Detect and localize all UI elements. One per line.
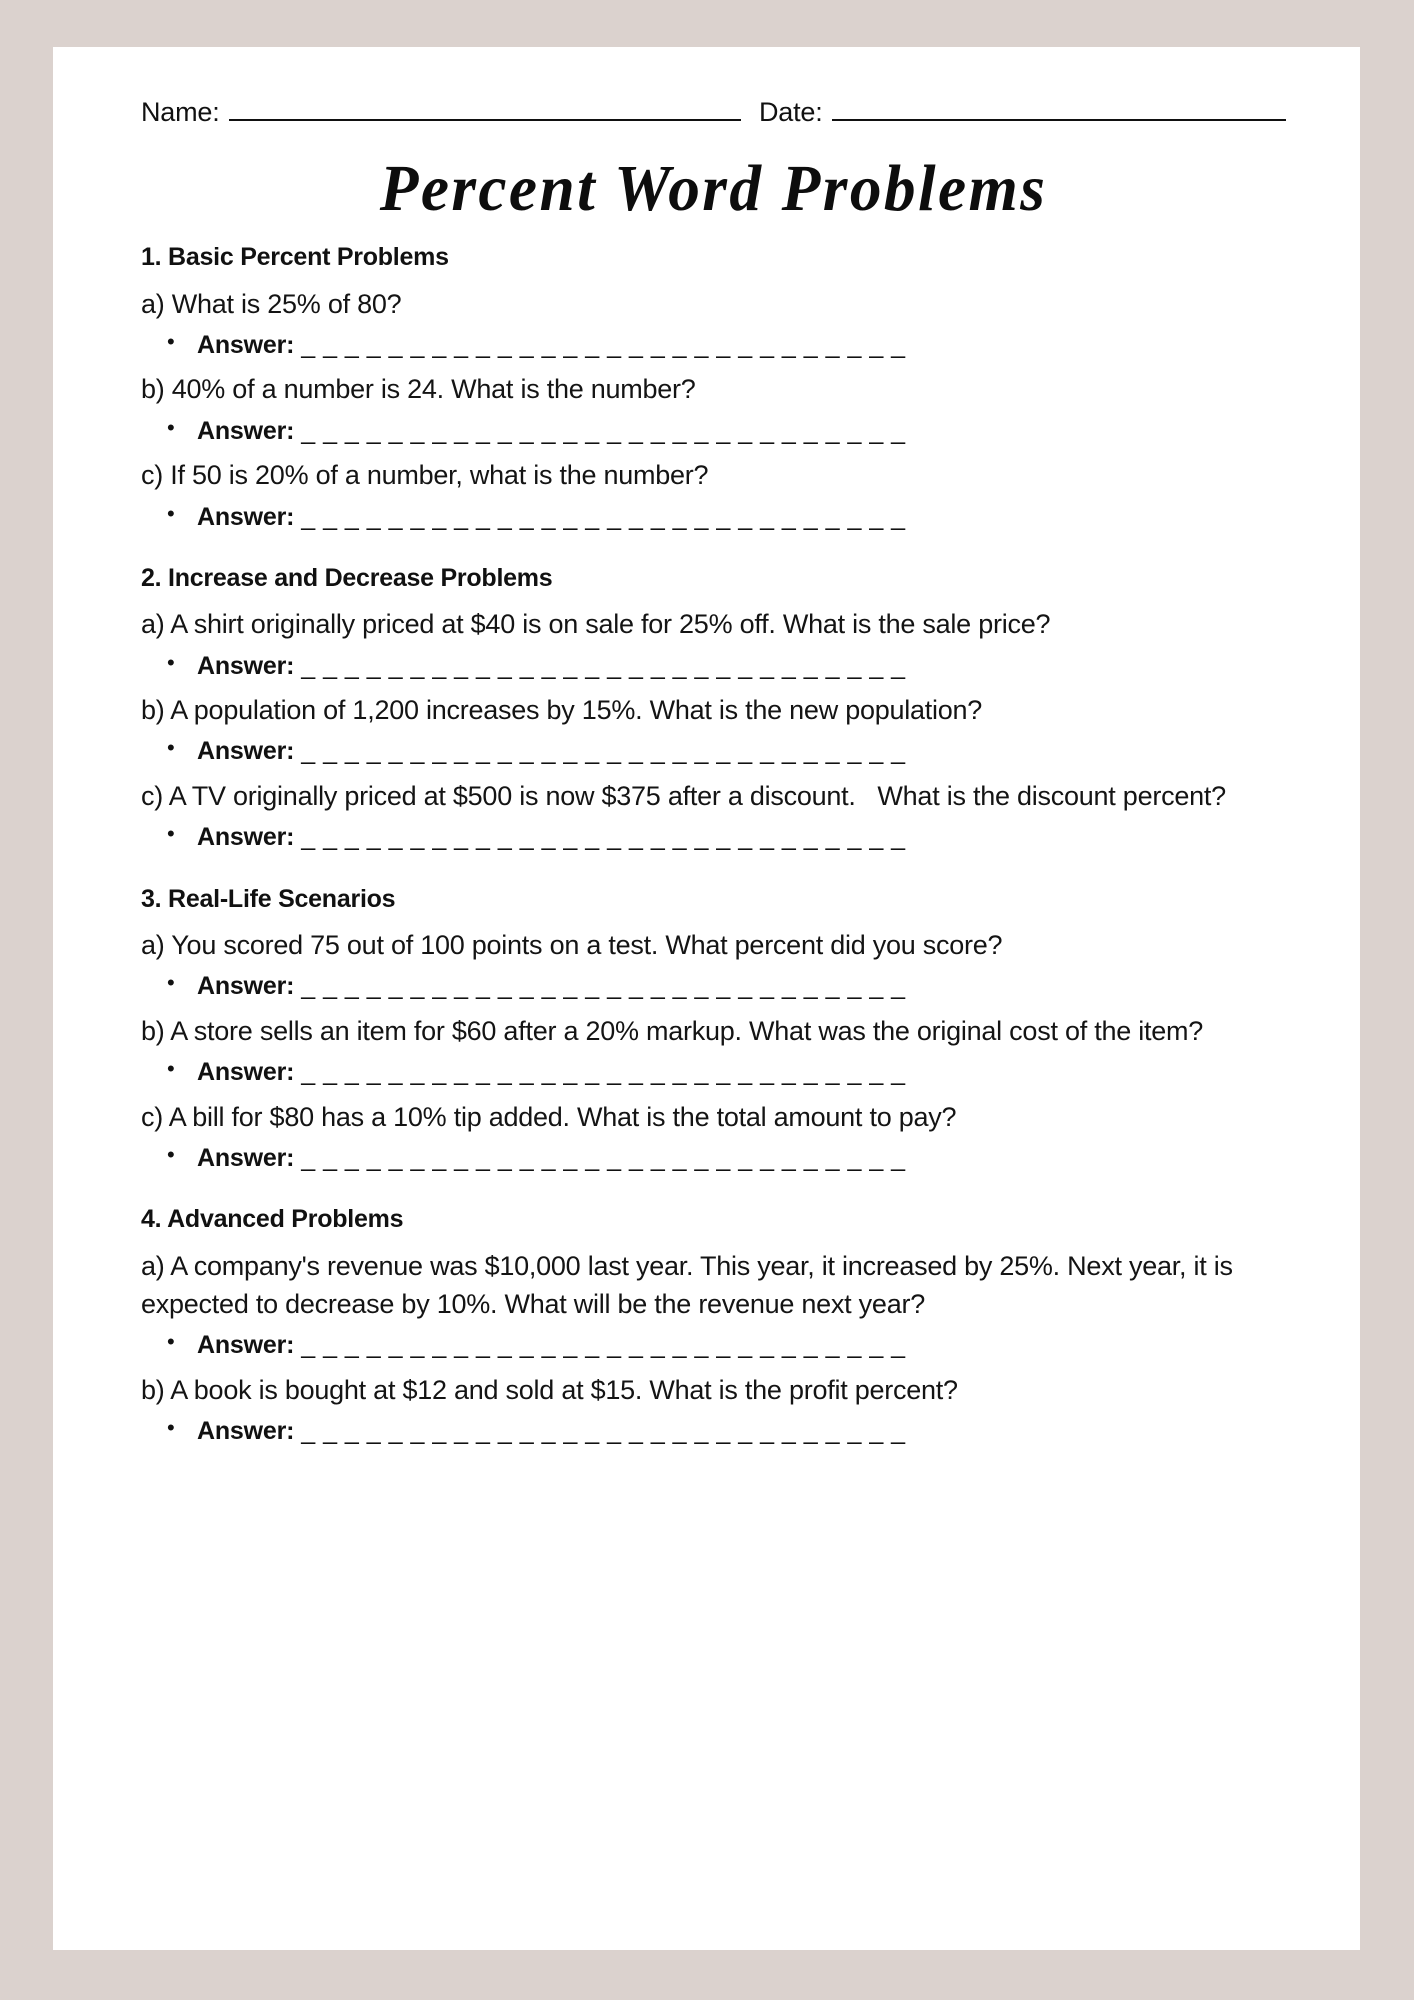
worksheet-section [141,563,1286,854]
sections-container [141,242,1286,1447]
answer-blank-line[interactable]: _ _ _ _ _ _ _ _ _ _ _ _ _ _ _ _ _ _ _ _ _ _ _ _ _ _ _ _ [301,823,906,852]
answer-blank-line[interactable]: _ _ _ _ _ _ _ _ _ _ _ _ _ _ _ _ _ _ _ _ _ _ _ _ _ _ _ _ [301,651,906,680]
question-text: c) A bill for $80 has a 10% tip added. What is the total amount to pay? [141,1101,957,1132]
answer-blank-line[interactable]: _ _ _ _ _ _ _ _ _ _ _ _ _ _ _ _ _ _ _ _ _ _ _ _ _ _ _ _ [301,737,906,766]
bullet-icon: • [167,1141,175,1167]
answer-row[interactable] [167,1415,1286,1448]
worksheet-page [53,47,1360,1950]
answer-label: Answer: [197,972,295,1001]
bullet-icon: • [167,328,175,354]
answer-blank-line[interactable]: _ _ _ _ _ _ _ _ _ _ _ _ _ _ _ _ _ _ _ _ _ _ _ _ _ _ _ _ [301,1417,906,1446]
bullet-icon: • [167,1415,175,1441]
date-field[interactable] [759,97,1286,128]
question-text: a) What is 25% of 80? [141,288,402,319]
answer-label: Answer: [197,823,295,852]
answer-row[interactable] [167,650,1286,683]
bullet-icon: • [167,649,175,675]
answer-label: Answer: [197,651,295,680]
name-field[interactable] [141,97,759,128]
answer-label: Answer: [197,1417,295,1446]
date-write-line[interactable] [832,97,1286,121]
answer-row[interactable] [167,329,1286,362]
answer-row[interactable] [167,970,1286,1003]
answer-row[interactable] [167,1142,1286,1175]
answer-blank-line[interactable]: _ _ _ _ _ _ _ _ _ _ _ _ _ _ _ _ _ _ _ _ _ _ _ _ _ _ _ _ [301,330,906,359]
answer-label: Answer: [197,502,295,531]
answer-blank-line[interactable]: _ _ _ _ _ _ _ _ _ _ _ _ _ _ _ _ _ _ _ _ _ _ _ _ _ _ _ _ [301,1058,906,1087]
answer-blank-line[interactable]: _ _ _ _ _ _ _ _ _ _ _ _ _ _ _ _ _ _ _ _ _ _ _ _ _ _ _ _ [301,1331,906,1360]
name-label: Name: [141,97,220,127]
section-heading: 4. Advanced Problems [141,1205,404,1234]
question-text: a) A company's revenue was $10,000 last year. This year, it increased by 25%. Next year, it is expected to decrease by 10%. What will be the revenue next year? [141,1250,1241,1320]
answer-row[interactable] [167,1056,1286,1089]
answer-label: Answer: [197,1331,295,1360]
bullet-icon: • [167,970,175,996]
answer-blank-line[interactable]: _ _ _ _ _ _ _ _ _ _ _ _ _ _ _ _ _ _ _ _ _ _ _ _ _ _ _ _ [301,1143,906,1172]
answer-label: Answer: [197,416,295,445]
section-heading: 1. Basic Percent Problems [141,243,449,272]
question-text: c) If 50 is 20% of a number, what is the number? [141,460,709,491]
page-title: Percent Word Problems [379,152,1048,225]
question-text: b) 40% of a number is 24. What is the number? [141,374,696,405]
question-text: b) A store sells an item for $60 after a 20% markup. What was the original cost of the item? [141,1015,1204,1046]
worksheet-section [141,884,1286,1175]
bullet-icon: • [167,414,175,440]
section-heading: 2. Increase and Decrease Problems [141,564,553,592]
answer-label: Answer: [197,737,295,766]
question-text: a) A shirt originally priced at $40 is on sale for 25% off. What is the sale price? [141,609,1051,640]
worksheet-content [141,97,1286,1887]
worksheet-section [141,1204,1286,1447]
name-write-line[interactable] [229,97,741,121]
answer-row[interactable] [167,735,1286,768]
bullet-icon: • [167,500,175,526]
name-date-row [141,97,1286,143]
question-text: b) A population of 1,200 increases by 15%. What is the new population? [141,695,983,726]
answer-row[interactable] [167,1329,1286,1362]
answer-label: Answer: [197,1143,295,1172]
answer-blank-line[interactable]: _ _ _ _ _ _ _ _ _ _ _ _ _ _ _ _ _ _ _ _ _ _ _ _ _ _ _ _ [301,972,906,1001]
section-heading: 3. Real-Life Scenarios [141,884,396,913]
answer-label: Answer: [197,1058,295,1087]
question-text: a) You scored 75 out of 100 points on a test. What percent did you score? [141,929,1003,960]
worksheet-section [141,242,1286,533]
date-label: Date: [759,97,823,127]
answer-blank-line[interactable]: _ _ _ _ _ _ _ _ _ _ _ _ _ _ _ _ _ _ _ _ _ _ _ _ _ _ _ _ [301,502,906,531]
question-text: c) A TV originally priced at $500 is now $375 after a discount. What is the discount percent? [141,780,1226,811]
answer-row[interactable] [167,501,1286,534]
answer-label: Answer: [197,330,295,359]
question-text: b) A book is bought at $12 and sold at $15. What is the profit percent? [141,1374,958,1405]
bullet-icon: • [167,735,175,761]
answer-blank-line[interactable]: _ _ _ _ _ _ _ _ _ _ _ _ _ _ _ _ _ _ _ _ _ _ _ _ _ _ _ _ [301,416,906,445]
bullet-icon: • [167,1056,175,1082]
answer-row[interactable] [167,415,1286,448]
bullet-icon: • [167,821,175,847]
answer-row[interactable] [167,821,1286,854]
bullet-icon: • [167,1329,175,1355]
